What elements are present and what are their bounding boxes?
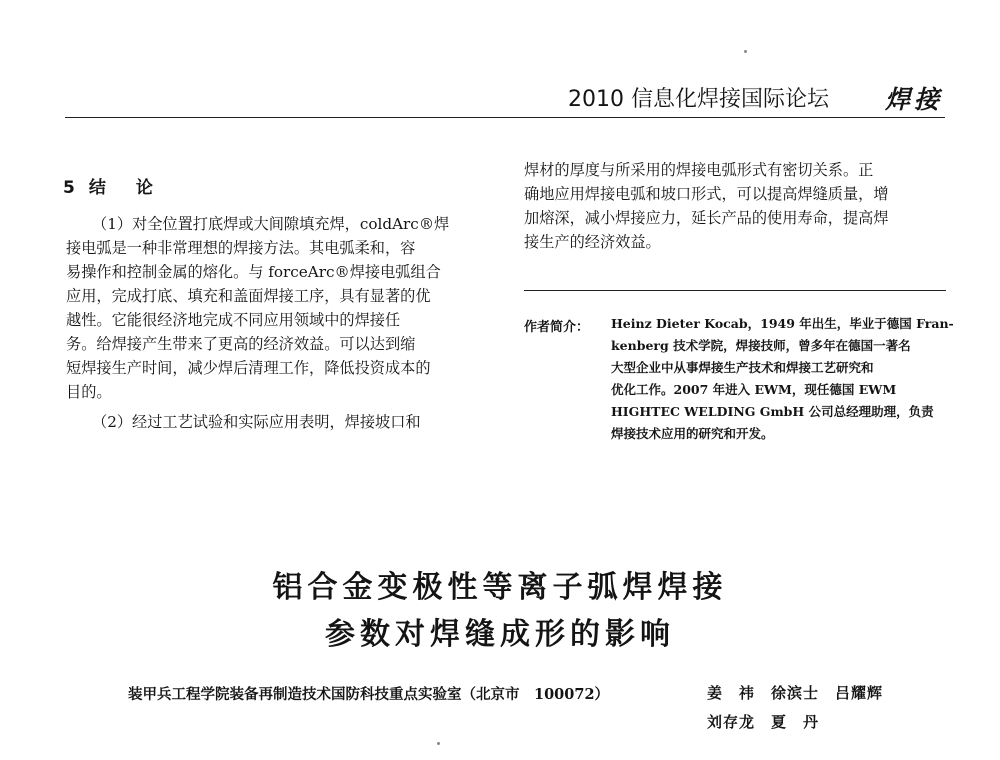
authors-line2: 刘存龙 夏 丹 <box>707 713 820 731</box>
author-intro-line: Heinz Dieter Kocab，1949 年出生，毕业于德国 Fran- <box>611 316 954 331</box>
section-heading-part2: 论 <box>135 178 153 198</box>
conclusion-left-line: （1）对全位置打底焊或大间隙填充焊，coldArc®焊 <box>92 215 450 233</box>
conclusion-left-line: 易操作和控制金属的熔化。与 forceArc®焊接电弧组合 <box>66 263 441 281</box>
authors-line1: 姜 祎 徐滨士 吕耀辉 <box>707 684 884 702</box>
author-intro-line: 优化工作。2007 年进入 EWM，现任德国 EWM <box>611 382 897 397</box>
journal-header-title: 2010 信息化焊接国际论坛 <box>568 87 829 112</box>
conclusion-left-line: 越性。它能很经济地完成不同应用领域中的焊接任 <box>66 311 401 329</box>
conclusion-right-line: 焊材的厚度与所采用的焊接电弧形式有密切关系。正 <box>524 161 874 179</box>
conclusion-left-line: 接电弧是一种非常理想的焊接方法。其电弧柔和，容 <box>66 239 416 257</box>
article-title-line1: 铝合金变极性等离子弧焊焊接 <box>272 570 728 605</box>
conclusion-left-line: 目的。 <box>66 383 112 401</box>
column-divider <box>524 290 946 291</box>
author-intro-line: 大型企业中从事焊接生产技术和焊接工艺研究和 <box>611 360 874 375</box>
conclusion-left-line: （2）经过工艺试验和实际应用表明，焊接坡口和 <box>92 413 421 431</box>
conclusion-left-line: 应用，完成打底、填充和盖面焊接工序，具有显著的优 <box>66 287 431 305</box>
scan-speck <box>744 50 747 53</box>
conclusion-right-line: 接生产的经济效益。 <box>524 233 661 251</box>
conclusion-right-line: 加熔深，减小焊接应力，延长产品的使用寿命，提高焊 <box>524 209 889 227</box>
conclusion-right-line: 确地应用焊接电弧和坡口形式，可以提高焊缝质量，增 <box>524 185 889 203</box>
author-intro-line: kenberg 技术学院，焊接技师，曾多年在德国一著名 <box>611 338 911 353</box>
section-number: 5 <box>63 178 75 198</box>
scan-speck <box>437 742 440 745</box>
section-heading-part1: 结 <box>88 178 106 198</box>
journal-brand-logo-text: 焊接 <box>885 85 944 114</box>
article-title-line2: 参数对焊缝成形的影响 <box>325 617 675 652</box>
author-intro-line: 焊接技术应用的研究和开发。 <box>611 426 774 441</box>
author-intro-line: HIGHTEC WELDING GmbH 公司总经理助理，负责 <box>611 404 934 419</box>
header-rule <box>65 117 945 118</box>
conclusion-left-line: 短焊接生产时间，减少焊后清理工作，降低投资成本的 <box>66 359 431 377</box>
author-intro-label: 作者简介： <box>524 320 590 335</box>
affiliation: 装甲兵工程学院装备再制造技术国防科技重点实验室（北京市 100072） <box>128 686 610 703</box>
conclusion-left-line: 务。给焊接产生带来了更高的经济效益。可以达到缩 <box>66 335 416 353</box>
section-heading <box>63 173 153 198</box>
